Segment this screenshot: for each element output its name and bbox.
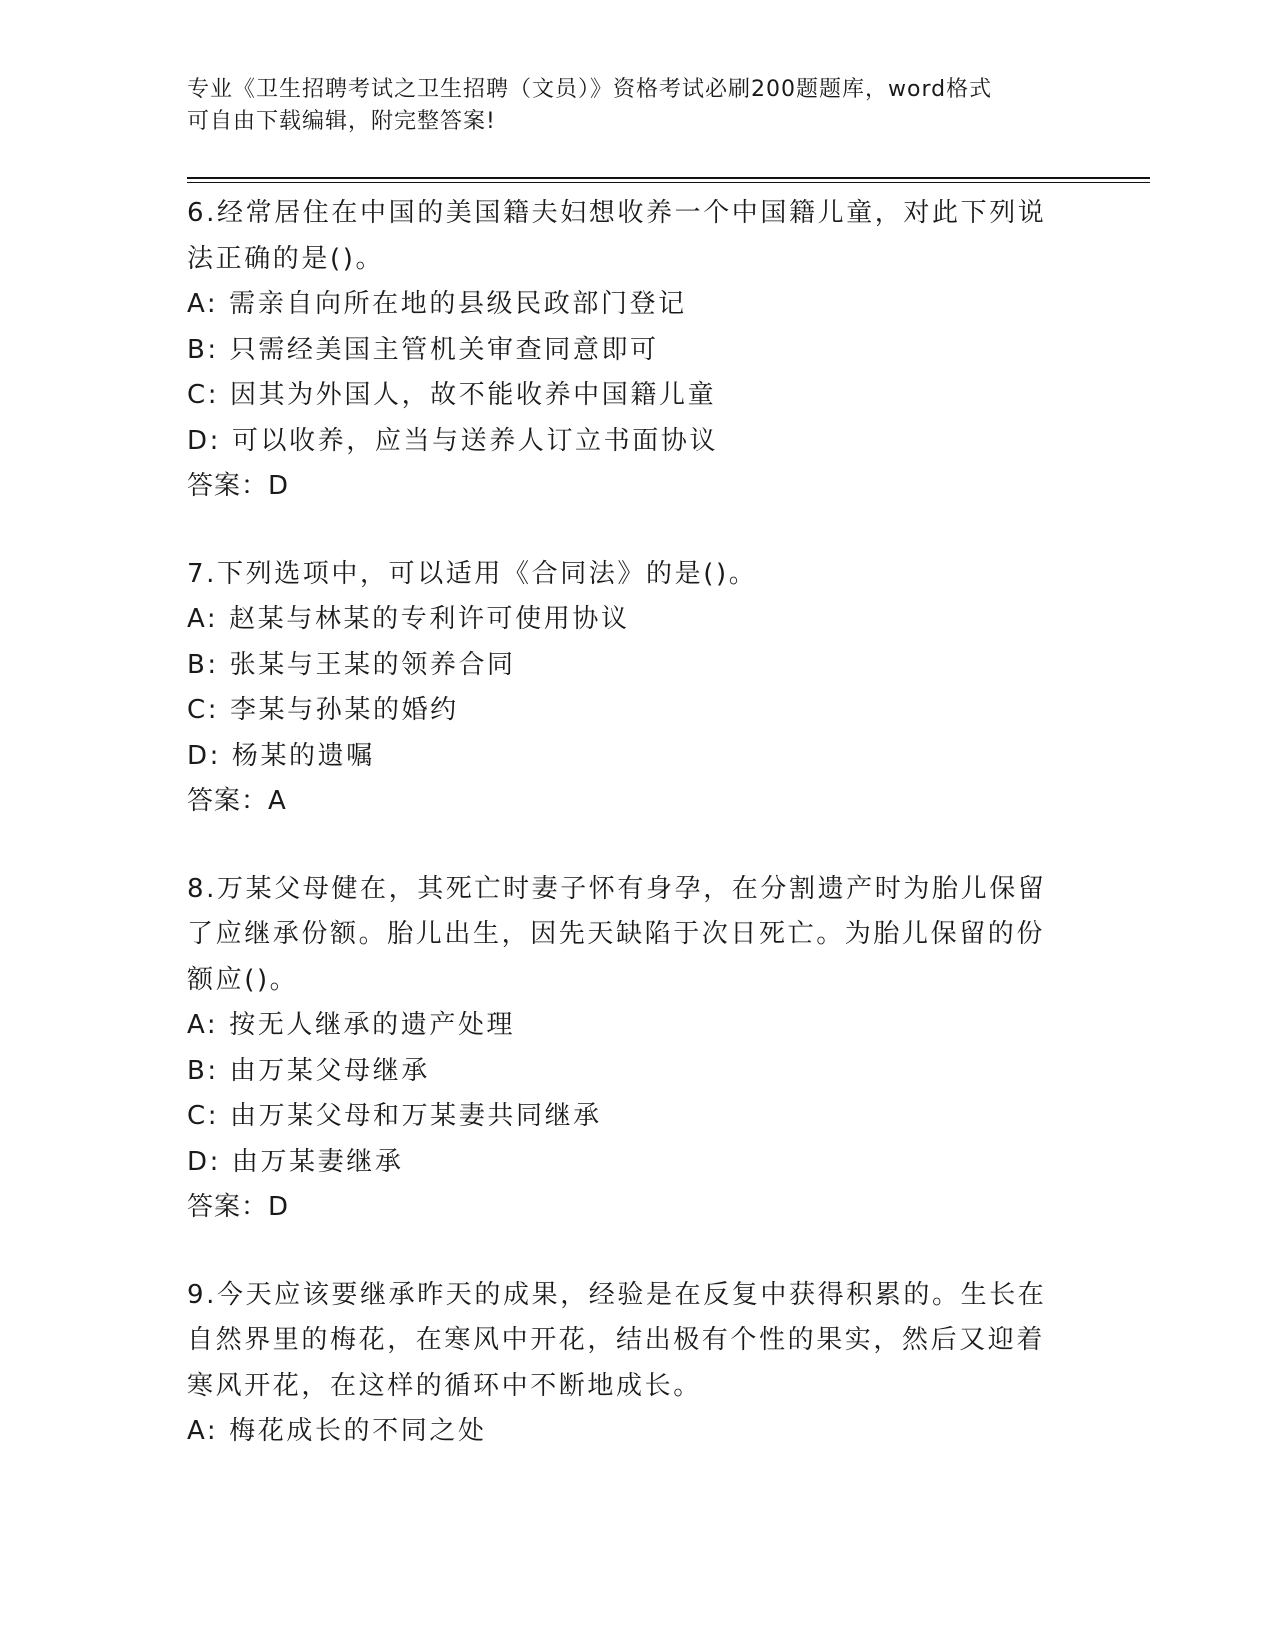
question-9 <box>187 1273 1067 1455</box>
question-stem: 自然界里的梅花，在寒风中开花，结出极有个性的果实，然后又迎着 <box>187 1325 1046 1355</box>
header-line: 专业《卫生招聘考试之卫生招聘（文员）》资格考试必刷200题题库，word格式 <box>187 77 993 102</box>
option-b: B: 张某与王某的领养合同 <box>187 649 516 680</box>
header-divider-thick <box>187 177 1150 179</box>
question-stem: 8.万某父母健在，其死亡时妻子怀有身孕，在分割遗产时为胎儿保留 <box>187 873 1047 904</box>
option-b: B: 只需经美国主管机关审查同意即可 <box>187 334 659 365</box>
option-b: B: 由万某父母继承 <box>187 1055 430 1086</box>
question-stem: 6.经常居住在中国的美国籍夫妇想收养一个中国籍儿童，对此下列说 <box>187 198 1047 228</box>
question-stem: 额应()。 <box>187 964 299 995</box>
question-stem: 法正确的是()。 <box>187 243 385 274</box>
question-stem: 寒风开花，在这样的循环中不断地成长。 <box>187 1370 702 1401</box>
question-7 <box>187 552 1067 825</box>
option-d: D: 可以收养，应当与送养人订立书面协议 <box>187 425 719 456</box>
document-header <box>187 74 1067 138</box>
question-list <box>187 191 1067 1497</box>
option-c: C: 由万某父母和万某妻共同继承 <box>187 1101 602 1131</box>
question-stem: 7.下列选项中，可以适用《合同法》的是()。 <box>187 558 758 589</box>
option-a: A: 按无人继承的遗产处理 <box>187 1010 516 1040</box>
answer-line: 答案：D <box>187 1192 290 1222</box>
question-stem: 了应继承份额。胎儿出生，因先天缺陷于次日死亡。为胎儿保留的份 <box>187 919 1046 949</box>
option-a: A: 需亲自向所在地的县级民政部门登记 <box>187 289 687 319</box>
option-c: C: 李某与孙某的婚约 <box>187 695 459 725</box>
option-c: C: 因其为外国人，故不能收养中国籍儿童 <box>187 380 717 410</box>
option-a: A: 赵某与林某的专利许可使用协议 <box>187 604 630 634</box>
answer-line: 答案：D <box>187 471 290 501</box>
question-6 <box>187 191 1067 510</box>
header-divider-thin <box>187 182 1150 183</box>
header-line: 可自由下载编辑，附完整答案! <box>187 109 496 134</box>
question-stem: 9.今天应该要继承昨天的成果，经验是在反复中获得积累的。生长在 <box>187 1279 1047 1310</box>
option-d: D: 杨某的遗嘱 <box>187 740 375 771</box>
option-d: D: 由万某妻继承 <box>187 1146 404 1177</box>
option-a: A: 梅花成长的不同之处 <box>187 1416 487 1446</box>
question-8 <box>187 867 1067 1231</box>
answer-line: 答案：A <box>187 786 287 816</box>
